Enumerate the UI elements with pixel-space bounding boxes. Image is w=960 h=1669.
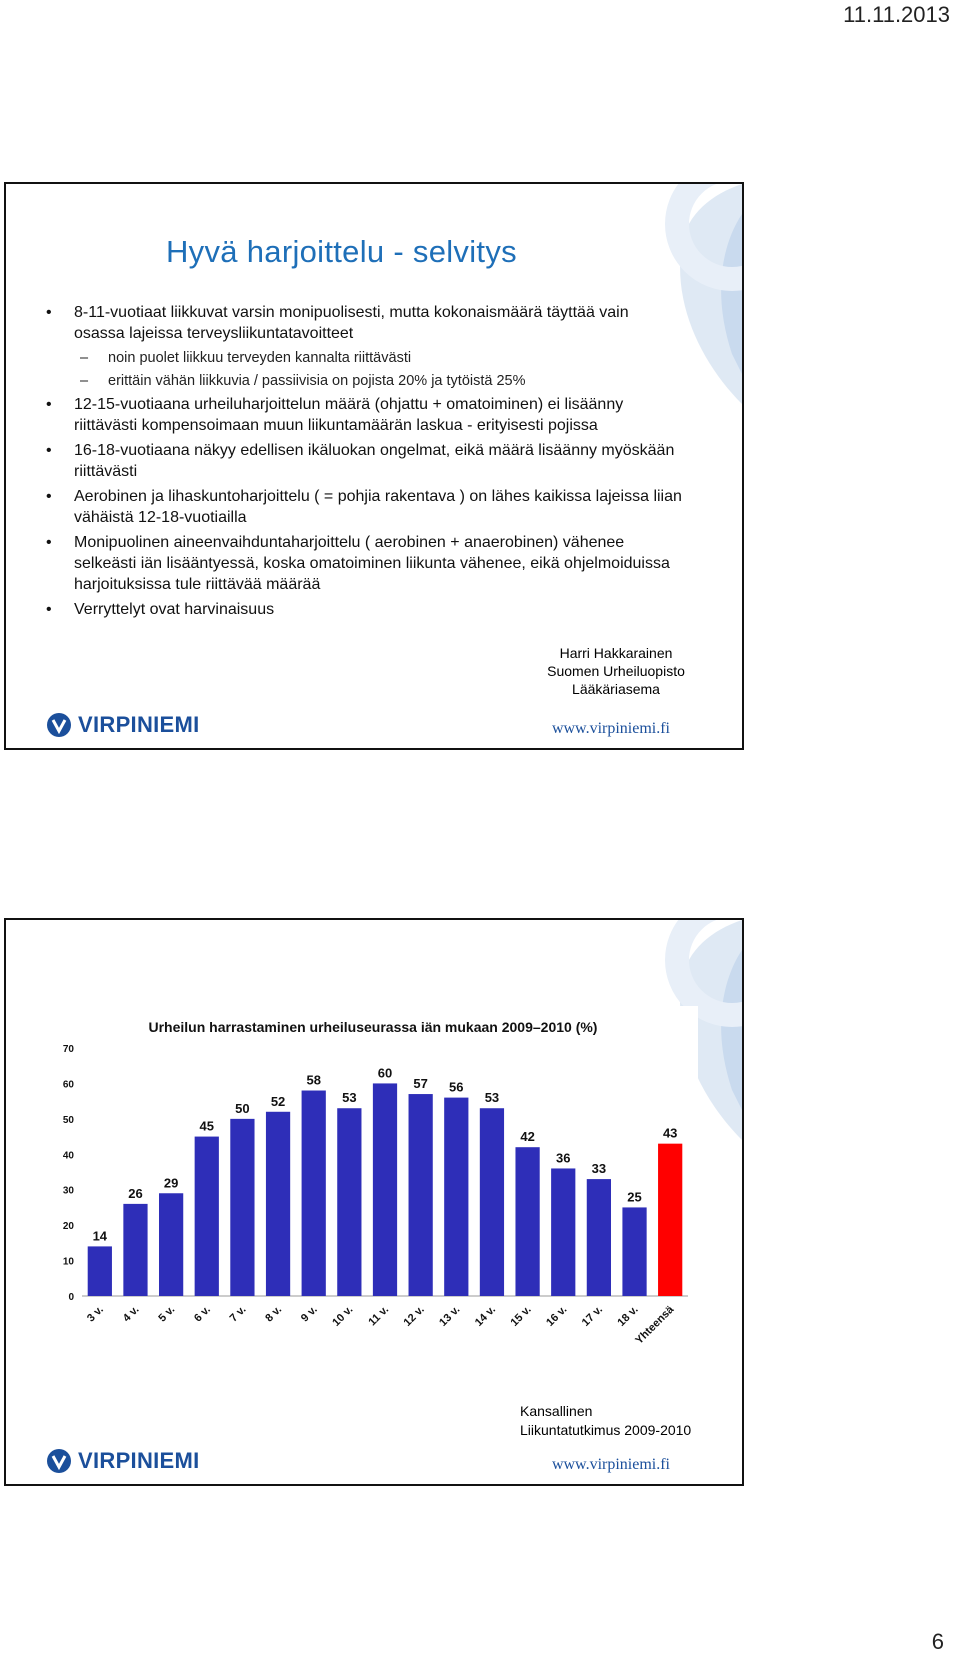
x-tick-label: Yhteensä [633, 1303, 677, 1347]
virpiniemi-logo-icon [46, 712, 72, 738]
x-tick-label: 6 v. [192, 1303, 213, 1325]
bullet-item: • 12-15-vuotiaana urheiluharjoittelun määrä (ohjattu + omatoiminen) ei lisäänny riittävästi kompensoimaan muun liikuntamäärän laskua - erityisesti pojissa [42, 394, 682, 436]
source-line-1: Kansallinen [520, 1403, 593, 1419]
sub-bullet-item: – noin puolet liikkuu terveyden kannalta riittävästi [42, 348, 682, 369]
bullet-list [42, 302, 682, 624]
y-tick-label: 20 [62, 1221, 74, 1233]
bar [480, 1108, 504, 1296]
y-tick-label: 0 [68, 1292, 74, 1303]
chart-title: Urheilun harrastaminen urheiluseurassa iän mukaan 2009–2010 (%) [148, 1019, 598, 1035]
author-name: Harri Hakkarainen [559, 645, 673, 661]
x-tick-label: 18 v. [615, 1303, 641, 1329]
y-tick-label: 60 [62, 1079, 74, 1091]
data-label: 58 [306, 1072, 321, 1088]
data-label: 25 [627, 1189, 642, 1205]
author-block [526, 644, 706, 698]
y-tick-label: 10 [62, 1256, 74, 1268]
sub-bullet-item: – erittäin vähän liikkuvia / passiivisia on pojista 20% ja tytöistä 25% [42, 371, 682, 392]
virpiniemi-logo-icon [46, 1448, 72, 1474]
data-label: 53 [342, 1090, 357, 1106]
source-line-2: Liikuntatutkimus 2009-2010 [520, 1422, 692, 1438]
bar [444, 1098, 468, 1296]
y-tick-label: 70 [62, 1044, 74, 1055]
page-number: 6 [931, 1629, 944, 1654]
logo-text: VIRPINIEMI [78, 712, 200, 737]
virpiniemi-logo [46, 712, 200, 738]
data-label: 29 [163, 1175, 179, 1191]
x-tick-label: 15 v. [508, 1303, 534, 1329]
y-tick-label: 40 [62, 1150, 74, 1162]
data-label: 52 [270, 1093, 286, 1109]
bar [658, 1144, 682, 1296]
data-label: 53 [484, 1090, 500, 1106]
x-tick-label: 7 v. [227, 1303, 249, 1325]
bar [302, 1091, 326, 1296]
bar [622, 1207, 646, 1296]
x-tick-label: 8 v. [263, 1303, 285, 1325]
bar [123, 1204, 147, 1296]
bar [373, 1083, 397, 1296]
bar [230, 1119, 254, 1296]
data-label: 56 [449, 1079, 464, 1095]
bar [409, 1094, 433, 1296]
website-url: www.virpiniemi.fi [551, 1456, 670, 1473]
x-tick-label: 13 v. [437, 1303, 463, 1329]
data-label: 33 [591, 1161, 607, 1177]
x-tick-label: 10 v. [330, 1303, 356, 1329]
x-tick-label: 12 v. [401, 1303, 427, 1329]
bullet-item: • Aerobinen ja lihaskuntoharjoittelu ( = pohjia rakentava ) on lähes kaikissa lajeissa liian vähäistä 12-18-vuotiailla [42, 486, 682, 528]
x-tick-label: 14 v. [472, 1303, 499, 1329]
data-label: 42 [520, 1129, 535, 1145]
data-label: 36 [556, 1150, 571, 1166]
data-label: 60 [377, 1065, 393, 1081]
data-label: 26 [128, 1185, 143, 1201]
bullet-item: • 16-18-vuotiaana näkyy edellisen ikäluokan ongelmat, eikä määrä lisäänny myöskään riittävästi [42, 440, 682, 482]
bar-chart [48, 1006, 698, 1360]
bar [159, 1193, 183, 1296]
y-tick-label: 50 [62, 1114, 74, 1126]
slide-title: Hyvä harjoittelu - selvitys [166, 234, 517, 269]
x-tick-label: 16 v. [544, 1303, 570, 1329]
x-tick-label: 9 v. [298, 1303, 320, 1325]
bullet-item: • Verryttelyt ovat harvinaisuus [42, 599, 682, 620]
x-tick-label: 11 v. [366, 1303, 392, 1329]
slide-chart [4, 918, 744, 1486]
bar-chart-container [48, 1006, 698, 1360]
bar [515, 1147, 539, 1296]
x-tick-label: 5 v. [156, 1303, 178, 1325]
bar [587, 1179, 611, 1296]
bar [337, 1108, 361, 1296]
data-label: 45 [199, 1118, 214, 1134]
slide-hyva-harjoittelu [4, 182, 744, 750]
x-tick-label: 17 v. [579, 1303, 606, 1329]
bar [195, 1137, 219, 1296]
data-label: 57 [413, 1076, 428, 1092]
data-label: 50 [235, 1100, 250, 1116]
bullet-item: • Monipuolinen aineenvaihduntaharjoittelu ( aerobinen + anaerobinen) vähenee selkeästi iän lisääntyessä, koska omatoiminen liikunta vähenee, eikä ohjelmoiduissa harjoituksissa tule riittävää määrää [42, 532, 682, 595]
x-tick-label: 3 v. [85, 1303, 106, 1325]
data-label: 43 [662, 1125, 678, 1141]
website-url: www.virpiniemi.fi [551, 720, 670, 737]
bullet-item: • 8-11-vuotiaat liikkuvat varsin monipuolisesti, mutta kokonaismäärä täyttää vain osassa lajeissa terveysliikuntatavoitteet [42, 302, 682, 344]
source-block [520, 1402, 691, 1440]
author-unit: Lääkäriasema [572, 681, 660, 697]
header-date: 11.11.2013 [843, 2, 950, 27]
y-tick-label: 30 [62, 1185, 74, 1197]
virpiniemi-logo [46, 1448, 200, 1474]
bar [88, 1246, 112, 1296]
logo-text: VIRPINIEMI [78, 1448, 200, 1473]
bar [551, 1168, 575, 1296]
bar [266, 1112, 290, 1296]
x-tick-label: 4 v. [120, 1303, 142, 1325]
data-label: 14 [92, 1228, 108, 1244]
author-org: Suomen Urheiluopisto [547, 663, 685, 679]
